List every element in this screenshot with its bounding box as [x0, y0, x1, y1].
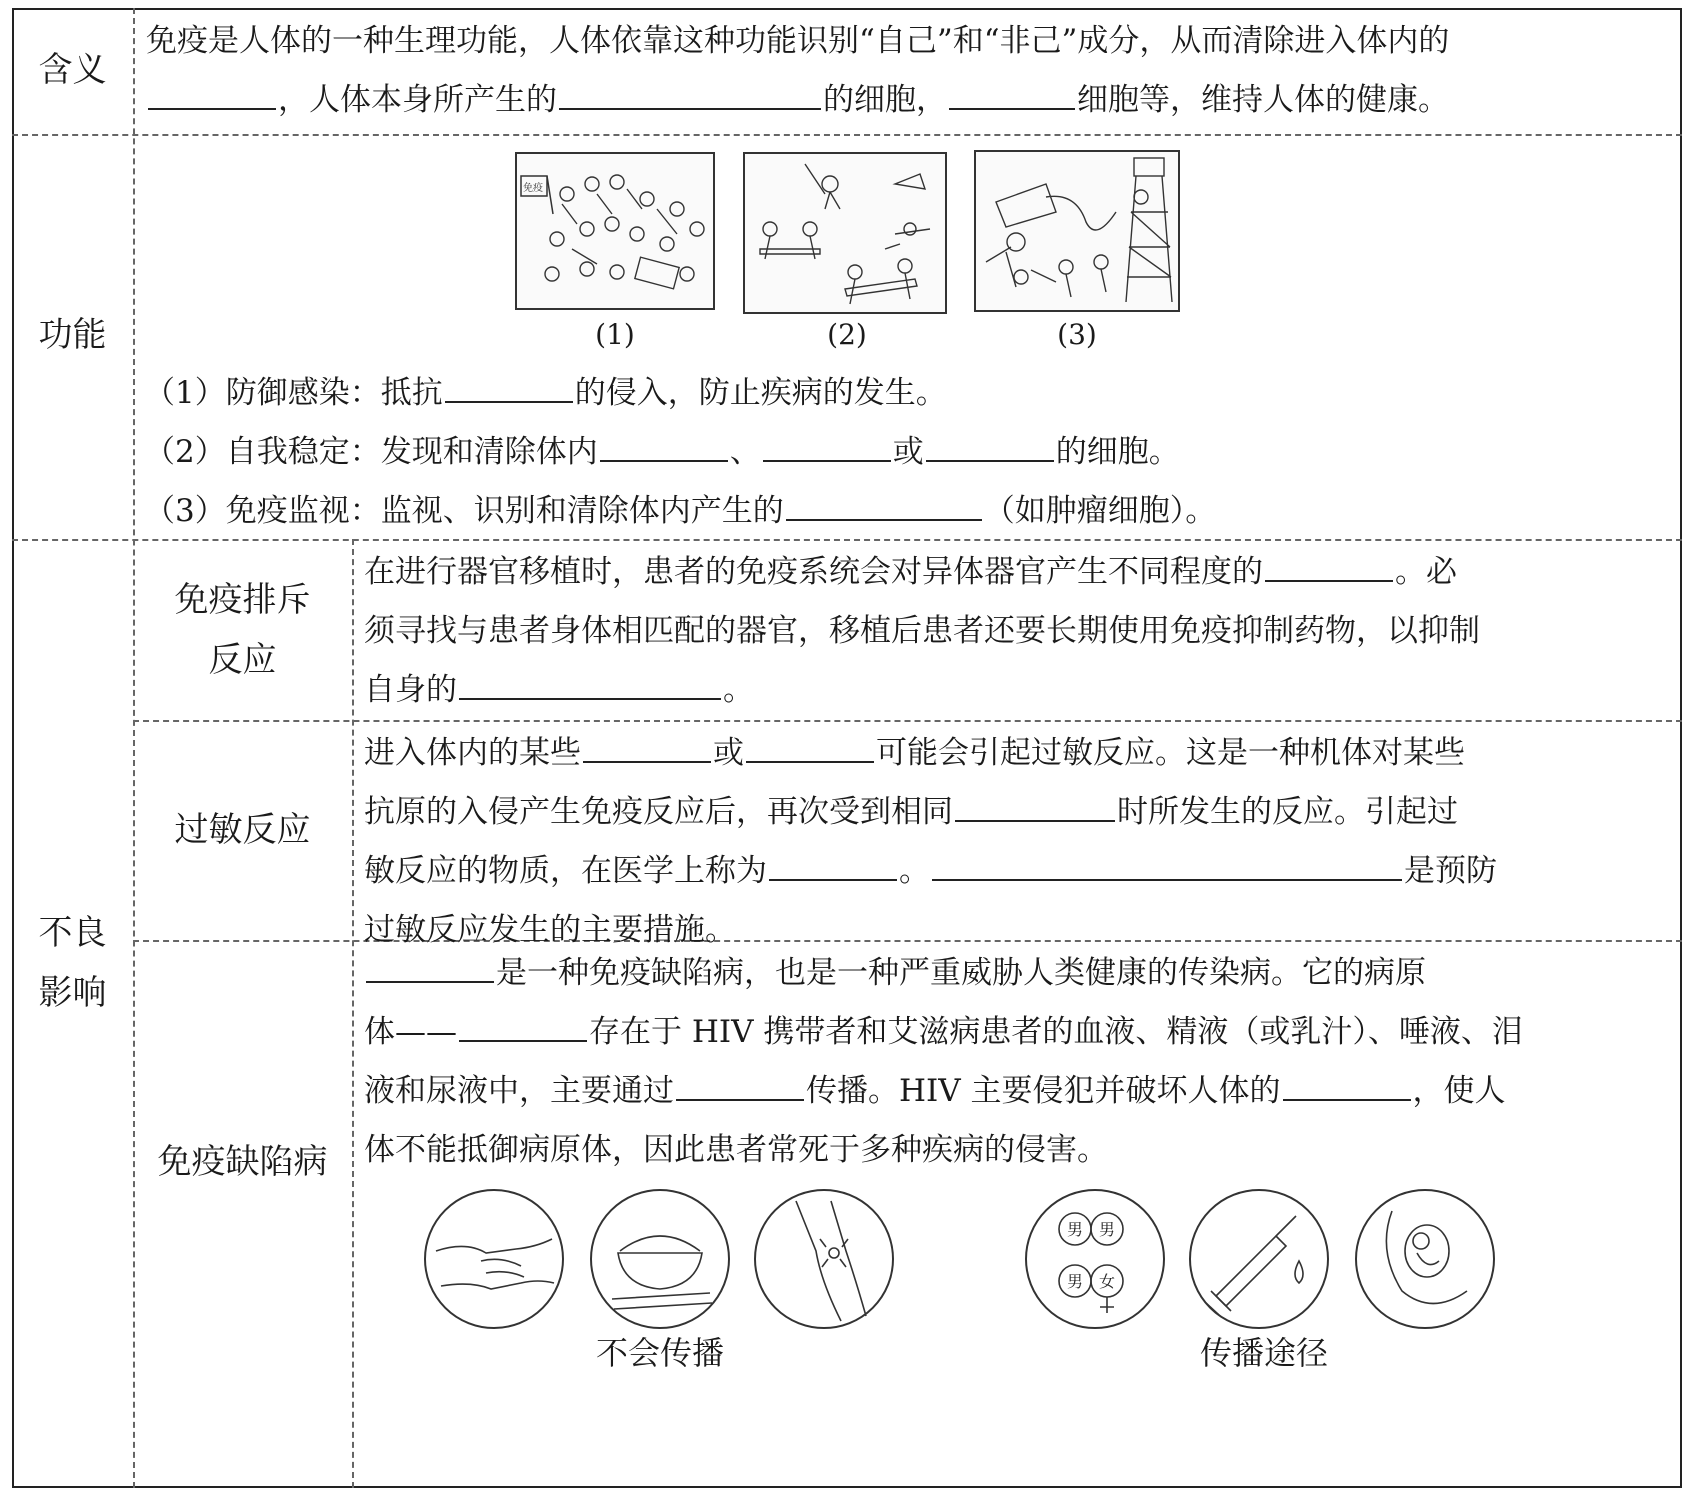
handshake-icon	[424, 1189, 564, 1329]
meaning-text-a: 免疫是人体的一种生理功能，人体依靠这种功能识别“自己”和“非己”成分，从而清除进入体内的	[146, 23, 1450, 59]
male-symbol-3: 男	[1067, 1272, 1084, 1291]
syringe-icon	[1189, 1189, 1329, 1329]
cartoon-stability-image	[743, 152, 947, 314]
cartoon-stability-drawing	[745, 154, 945, 312]
function-text	[144, 364, 1674, 541]
function-blank-5[interactable]	[786, 485, 982, 521]
function-line2-b: 、	[729, 434, 761, 470]
transmission-routes-caption: 传播途径	[1199, 1334, 1328, 1372]
function-label: 功能	[38, 315, 107, 355]
meaning-text-d: 细胞等，维持人体的健康。	[1077, 82, 1449, 118]
immuno-blank-4[interactable]	[1283, 1065, 1411, 1101]
no-spread-caption: 不会传播	[595, 1334, 724, 1372]
immuno-l3-a: 液和尿液中，主要通过	[364, 1073, 674, 1109]
rejection-l1-a: 在进行器官移植时，患者的免疫系统会对异体器官产生不同程度的	[364, 554, 1263, 590]
immuno-blank-3[interactable]	[676, 1065, 804, 1101]
meaning-text-b: ，人体本身所产生的	[278, 82, 557, 118]
rejection-blank-1[interactable]	[1265, 546, 1393, 582]
function-blank-2[interactable]	[600, 426, 728, 462]
meaning-text-c: 的细胞，	[823, 82, 947, 118]
row-divider-meaning	[12, 134, 1682, 136]
mosquito-bite-icon	[754, 1189, 894, 1329]
allergy-l1-a: 进入体内的某些	[364, 735, 581, 771]
allergy-blank-5[interactable]	[932, 845, 1402, 881]
cartoon-surveillance-image	[974, 150, 1180, 312]
function-line2-c: 或	[892, 434, 924, 470]
cartoon-defense-image	[515, 152, 715, 310]
meaning-label: 含义	[38, 50, 107, 90]
rejection-l2: 须寻找与患者身体相匹配的器官，移植后患者还要长期使用免疫抑制药物，以抑制	[364, 613, 1480, 649]
allergy-text	[364, 724, 1674, 960]
adverse-label	[12, 903, 133, 1023]
rice-bowl-icon	[590, 1189, 730, 1329]
rejection-blank-2[interactable]	[459, 664, 721, 700]
rejection-l1-b: 。必	[1395, 554, 1457, 590]
immunodeficiency-text	[364, 944, 1674, 1180]
column-divider-main	[133, 8, 135, 1488]
immuno-l3-b: 传播。HIV 主要侵犯并破坏人体的	[806, 1073, 1281, 1109]
rejection-text	[364, 543, 1674, 720]
function-line3-b: （如肿瘤细胞）。	[983, 493, 1217, 529]
rejection-label-line1: 免疫排斥	[174, 580, 311, 620]
immuno-l3-c: ，使人	[1412, 1073, 1506, 1109]
allergy-blank-1[interactable]	[583, 727, 711, 763]
allergy-l3-a: 敏反应的物质，在医学上称为	[364, 853, 767, 889]
allergy-blank-2[interactable]	[746, 727, 874, 763]
female-symbol: 女	[1099, 1272, 1116, 1291]
immuno-l1-b: 是一种免疫缺陷病，也是一种严重威胁人类健康的传染病。它的病原	[496, 955, 1426, 991]
allergy-blank-3[interactable]	[955, 786, 1115, 822]
cartoon-flag-text: 免疫	[523, 183, 543, 194]
allergy-l3-c: 是预防	[1404, 853, 1497, 889]
immuno-l2-a: 体——	[364, 1014, 457, 1050]
allergy-l3-b: 。	[899, 853, 930, 889]
male-symbol-2: 男	[1099, 1220, 1116, 1239]
cartoon-caption-1: (1)	[595, 318, 635, 351]
column-divider-sub	[352, 539, 354, 1488]
function-blank-1[interactable]	[445, 367, 573, 403]
function-blank-3[interactable]	[763, 426, 891, 462]
cartoon-defense-drawing	[517, 154, 713, 308]
rejection-l3-b: 。	[723, 672, 754, 708]
worksheet-table	[12, 8, 1684, 1490]
adverse-label-line1: 不良	[38, 913, 107, 953]
rejection-label	[133, 570, 352, 690]
function-line3-a: （3）免疫监视：监视、识别和清除体内产生的	[144, 493, 784, 529]
allergy-label: 过敏反应	[174, 810, 311, 850]
adverse-label-line2: 影响	[38, 973, 107, 1013]
cartoon-surveillance-drawing	[976, 152, 1178, 310]
allergy-l1-c: 可能会引起过敏反应。这是一种机体对某些	[876, 735, 1465, 771]
rejection-label-line2: 反应	[208, 640, 277, 680]
allergy-l1-b: 或	[713, 735, 744, 771]
immuno-blank-1[interactable]	[366, 947, 494, 983]
function-line1-a: （1）防御感染：抵抗	[144, 375, 443, 411]
allergy-l2-b: 时所发生的反应。引起过	[1117, 794, 1458, 830]
meaning-blank-1[interactable]	[148, 74, 276, 110]
meaning-text	[146, 12, 1674, 130]
row-divider-rejection	[133, 720, 1682, 722]
function-blank-4[interactable]	[926, 426, 1054, 462]
meaning-blank-3[interactable]	[949, 74, 1075, 110]
cartoon-caption-3: (3)	[1057, 318, 1097, 351]
mother-child-icon	[1355, 1189, 1495, 1329]
immuno-blank-2[interactable]	[459, 1006, 587, 1042]
function-line1-b: 的侵入，防止疾病的发生。	[574, 375, 947, 411]
immunodeficiency-label: 免疫缺陷病	[157, 1142, 328, 1182]
male-symbol-1: 男	[1067, 1220, 1084, 1239]
meaning-blank-2[interactable]	[559, 74, 821, 110]
rejection-l3-a: 自身的	[364, 672, 457, 708]
allergy-l2-a: 抗原的入侵产生免疫反应后，再次受到相同	[364, 794, 953, 830]
allergy-blank-4[interactable]	[769, 845, 897, 881]
cartoon-caption-2: (2)	[827, 318, 867, 351]
allergy-l4: 过敏反应发生的主要措施。	[364, 912, 736, 948]
sexual-transmission-icon	[1025, 1189, 1165, 1329]
function-line2-a: （2）自我稳定：发现和清除体内	[144, 434, 598, 470]
function-line2-d: 的细胞。	[1055, 434, 1180, 470]
immuno-l2-b: 存在于 HIV 携带者和艾滋病患者的血液、精液（或乳汁）、唾液、泪	[589, 1014, 1523, 1050]
immuno-l4: 体不能抵御病原体，因此患者常死于多种疾病的侵害。	[364, 1132, 1108, 1168]
